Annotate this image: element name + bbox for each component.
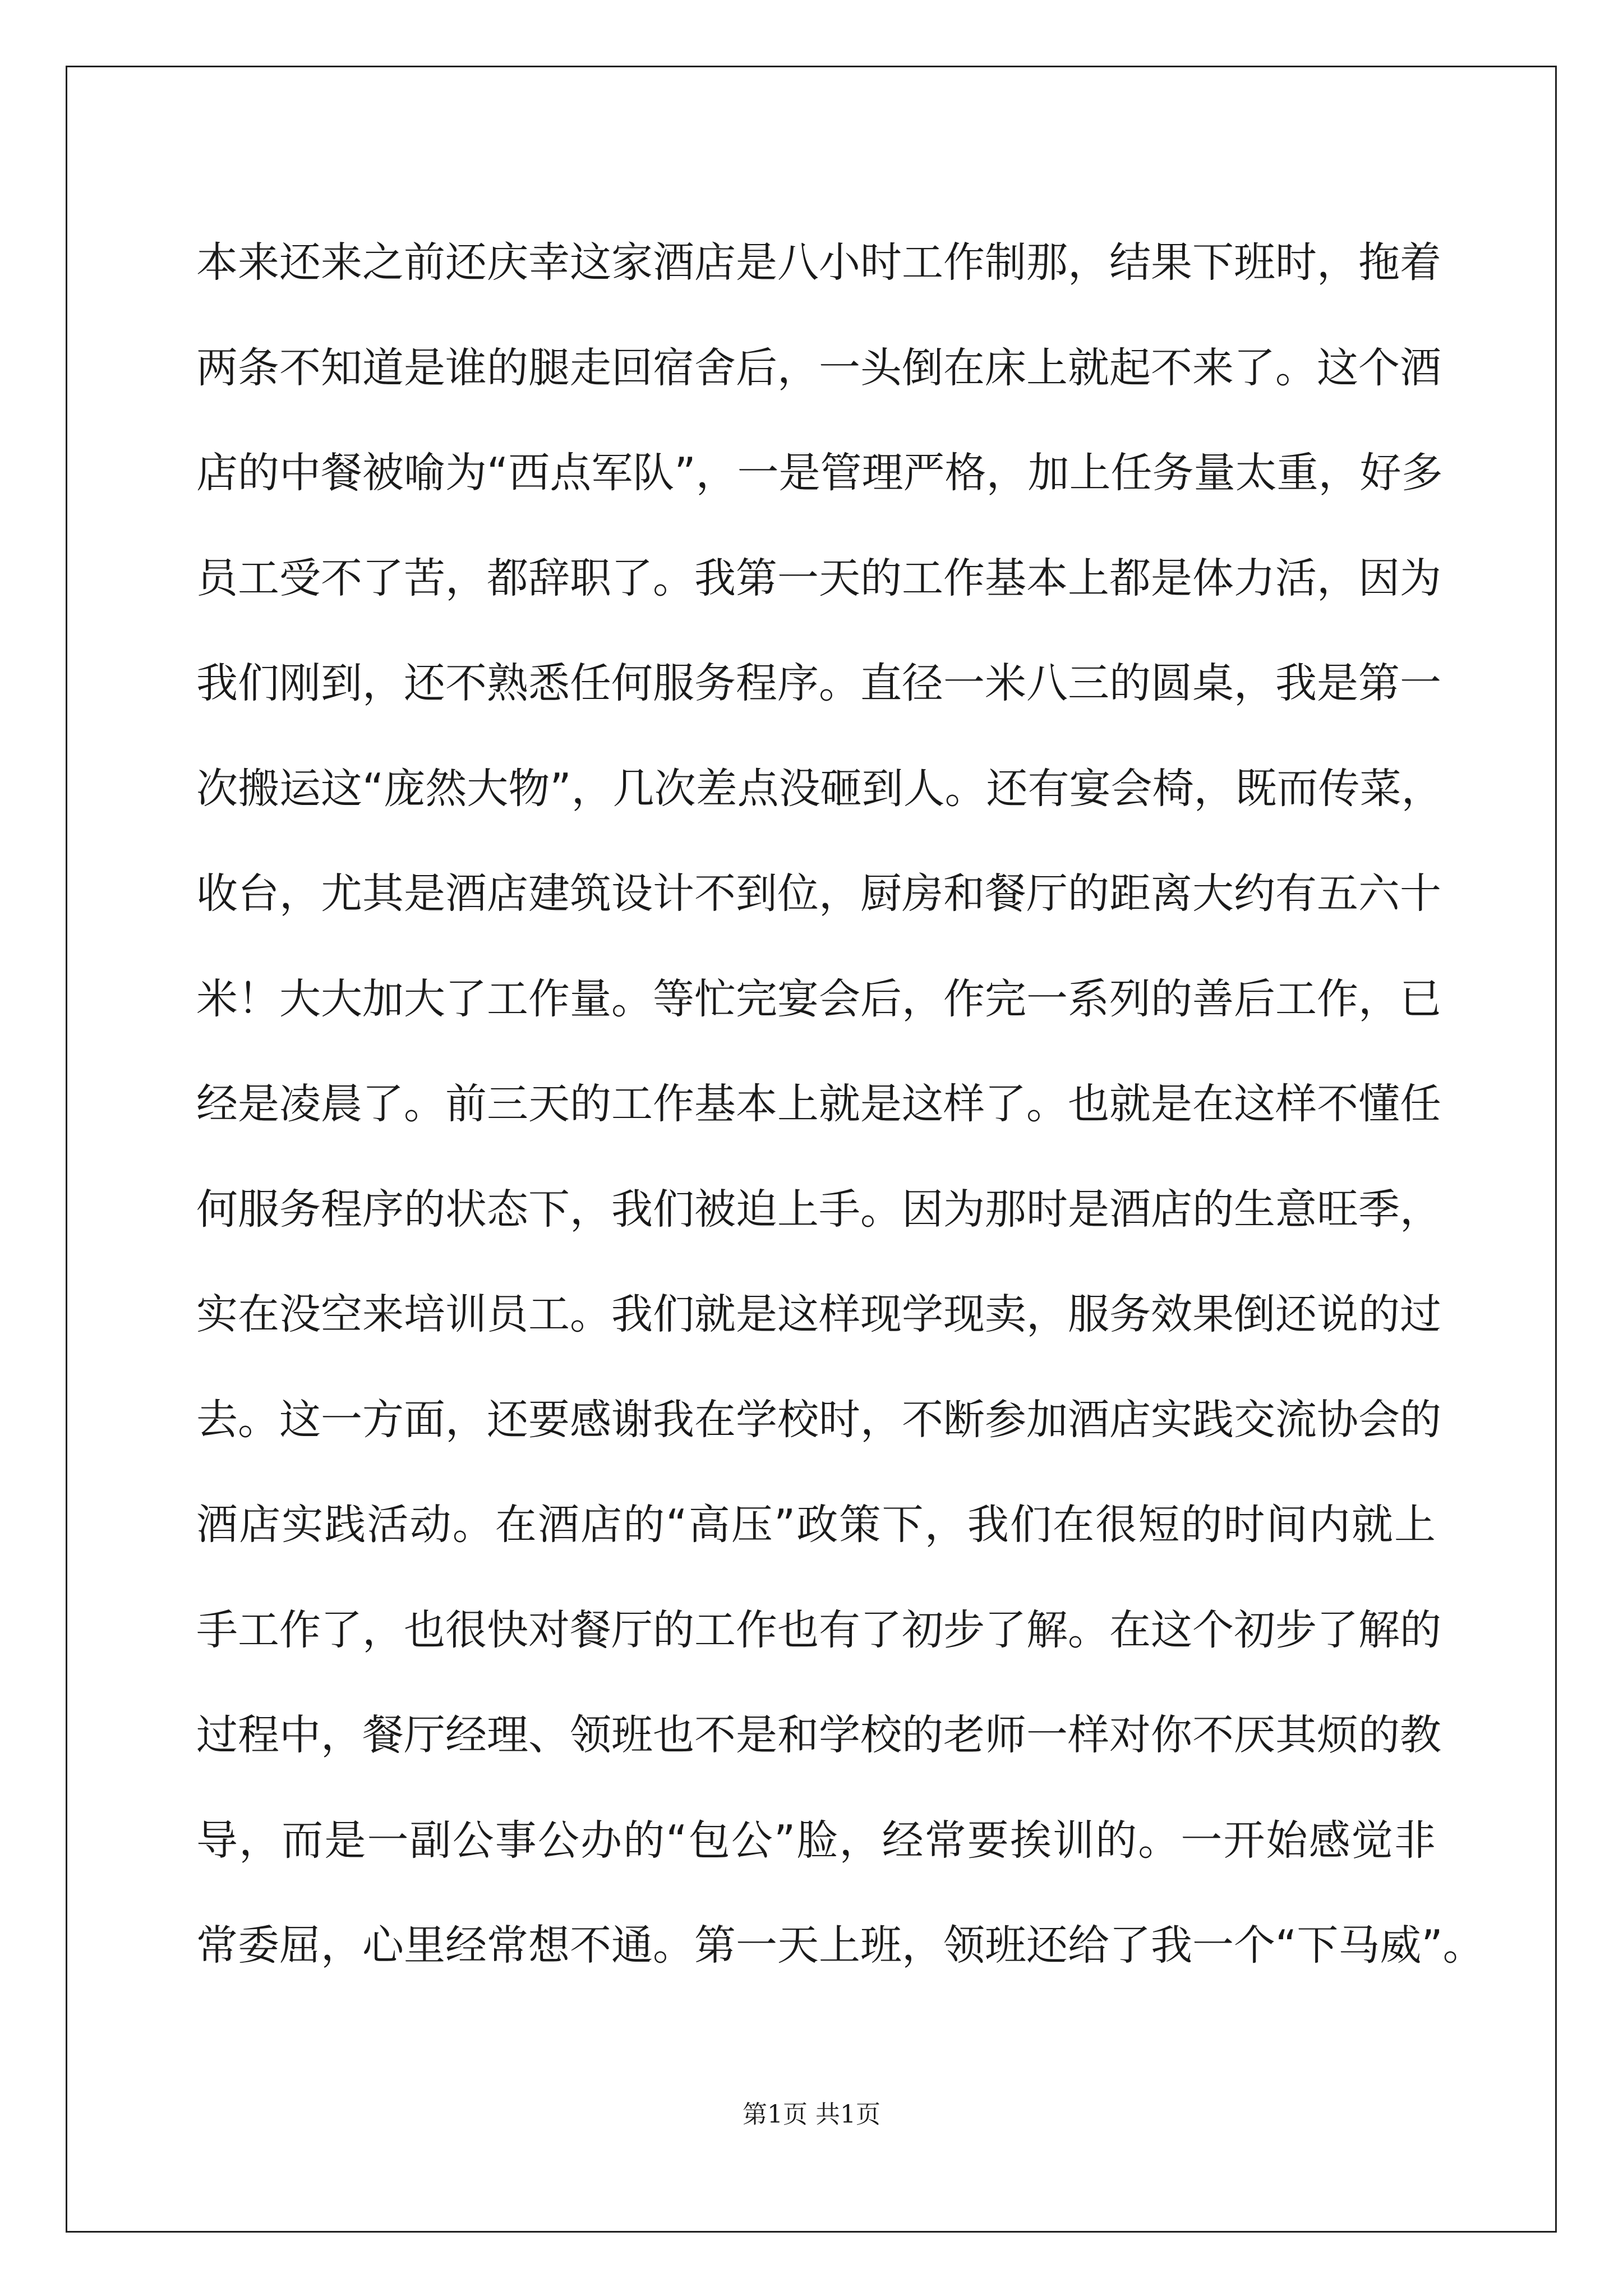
- body-line-14: 手工作了，也很快对餐厅的工作也有了初步了解。在这个初步了解的: [196, 1605, 1441, 1654]
- body-line-4: 员工受不了苦，都辞职了。我第一天的工作基本上都是体力活，因为: [196, 554, 1441, 602]
- body-line-10: 何服务程序的状态下，我们被迫上手。因为那时是酒店的生意旺季，: [196, 1185, 1441, 1234]
- body-line-6: 次搬运这“庞然大物”，几次差点没砸到人。还有宴会椅，既而传菜，: [196, 764, 1443, 813]
- body-line-15: 过程中，餐厅经理、领班也不是和学校的老师一样对你不厌其烦的教: [196, 1711, 1441, 1759]
- body-line-7: 收台，尤其是酒店建筑设计不到位，厨房和餐厅的距离大约有五六十: [196, 869, 1441, 918]
- body-line-11: 实在没空来培训员工。我们就是这样现学现卖，服务效果倒还说的过: [196, 1290, 1441, 1338]
- body-line-5: 我们刚到，还不熟悉任何服务程序。直径一米八三的圆桌，我是第一: [196, 659, 1441, 707]
- body-line-3: 店的中餐被喻为“西点军队”，一是管理严格，加上任务量太重，好多: [196, 449, 1443, 497]
- document-body: [196, 210, 1484, 1999]
- body-line-1: 本来还来之前还庆幸这家酒店是八小时工作制那，结果下班时，拖着: [196, 238, 1441, 287]
- body-line-8: 米！大大加大了工作量。等忙完宴会后，作完一系列的善后工作，已: [196, 974, 1441, 1023]
- page-number-footer: 第1页 共1页: [743, 2100, 880, 2129]
- body-line-16: 导，而是一副公事公办的“包公”脸，经常要挨训的。一开始感觉非: [196, 1816, 1436, 1865]
- body-line-2: 两条不知道是谁的腿走回宿舍后，一头倒在床上就起不来了。这个酒: [196, 343, 1441, 392]
- body-line-12: 去。这一方面，还要感谢我在学校时，不断参加酒店实践交流协会的: [196, 1395, 1441, 1444]
- body-line-17: 常委屈，心里经常想不通。第一天上班，领班还给了我一个“下马威”。: [196, 1921, 1484, 1970]
- body-line-13: 酒店实践活动。在酒店的“高压”政策下，我们在很短的时间内就上: [196, 1501, 1436, 1549]
- body-line-9: 经是凌晨了。前三天的工作基本上就是这样了。也就是在这样不懂任: [196, 1080, 1441, 1128]
